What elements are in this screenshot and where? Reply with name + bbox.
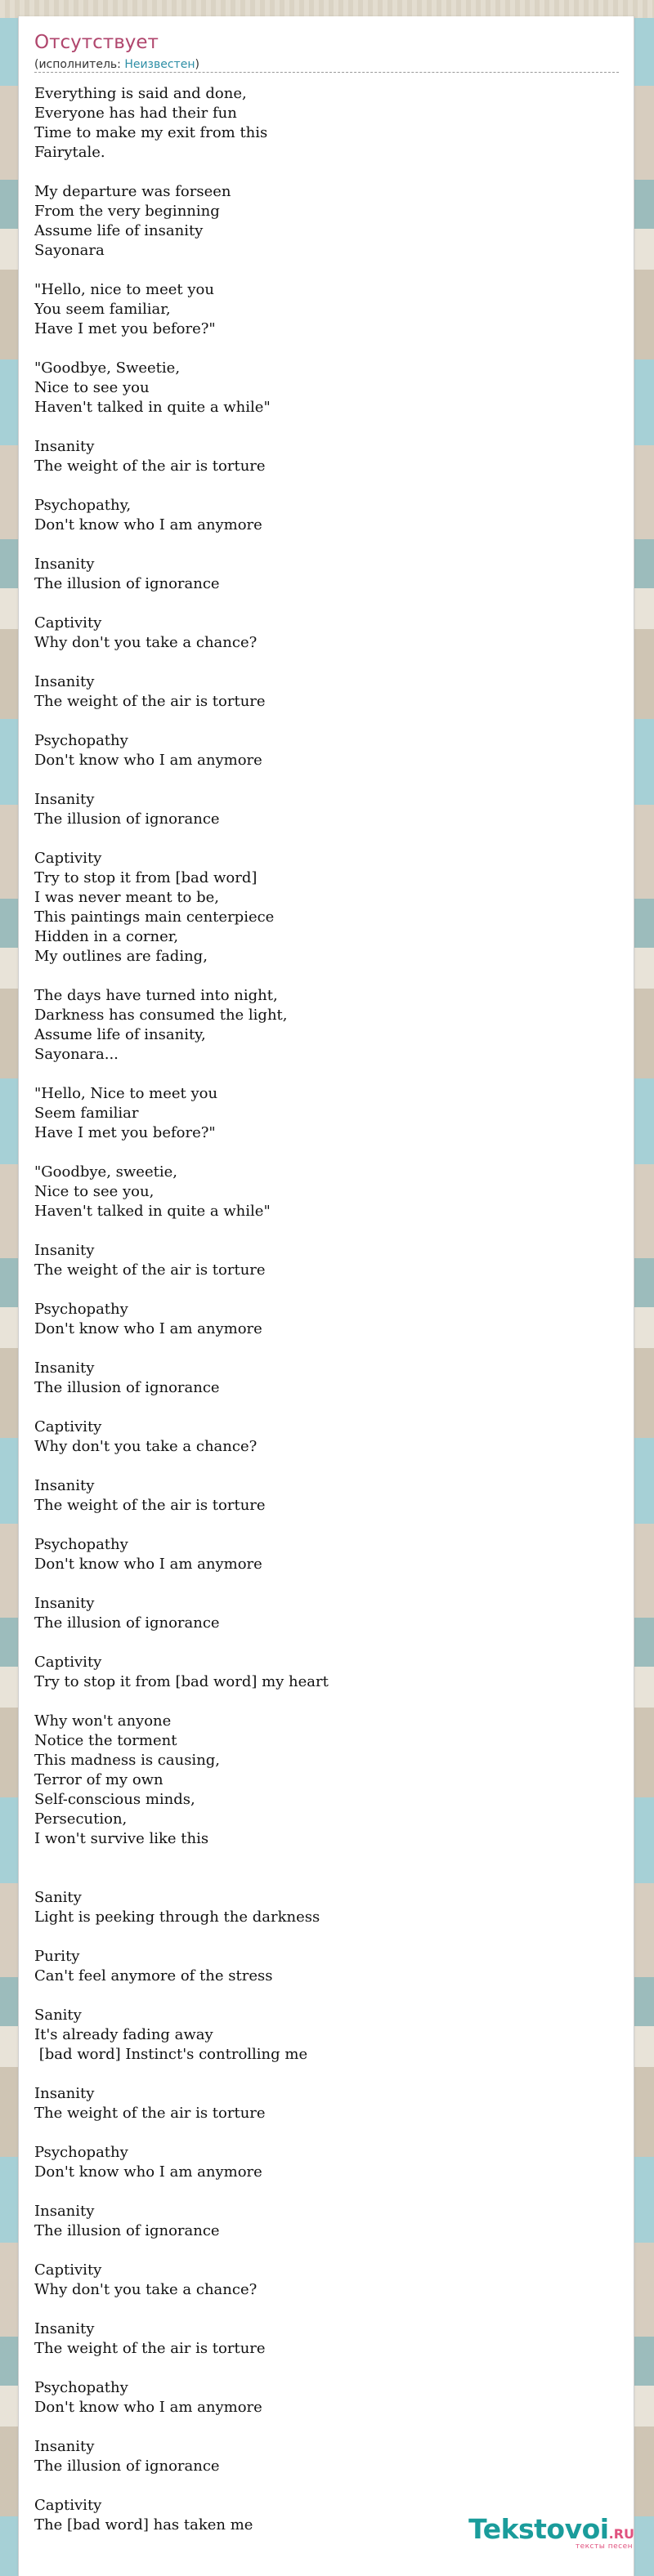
lyrics-text: Everything is said and done, Everyone has had their fun Time to make my exit from this Fairytale. My departure was forseen From the very beginning Assume life of insanity Sayonara "Hello, nice to meet you You seem familiar, Have I met you before?" "Goodbye, Sweetie, Nice to see you Haven't talked in quite a while" Insanity The weight of the air is torture Psychopathy, Don't know who I am anymore Insanity The illusion of ignorance Captivity Why don't you take a chance? Insanity The weight of the air is torture Psychopathy Don't know who I am anymore Insanity The illusion of ignorance Captivity Try to stop it from [bad word] I was never meant to be, This paintings main centerpiece Hidden in a corner, My outlines are fading, The days have turned into night, Darkness has consumed the light, Assume life of insanity, Sayonara... "Hello, Nice to meet you Seem familiar Have I met you before?" "Goodbye, sweetie, Nice to see you, Haven't talked in quite a while" Insanity The weight of the air is torture Psychopathy Don't know who I am anymore Insanity The illusion of ignorance Captivity Why don't you take a chance? Insanity The weight of the air is torture Psychopathy Don't know who I am anymore Insanity The illusion of ignorance Captivity Try to stop it from [bad word] my heart Why won't anyone Notice the torment This madness is causing, Terror of my own Self-conscious minds, Persecution, I won't survive like this Sanity Light is peeking through the darkness Purity Can't feel anymore of the stress Sanity It's already fading away [bad word] Instinct's controlling me Insanity The weight of the air is torture Psychopathy Don't know who I am anymore Insanity The illusion of ignorance Captivity Why don't you take a chance? Insanity The weight of the air is torture Psychopathy Don't know who I am anymore Insanity The illusion of ignorance Captivity The [bad word] has taken me (34, 85, 329, 2534)
logo-tld: .RU (608, 2526, 634, 2542)
performer-link[interactable]: Неизвестен (124, 58, 195, 71)
song-title: Отсутствует (34, 32, 159, 53)
logo-tagline: тексты песен (575, 2543, 633, 2551)
logo-brand: Tekstovoi (468, 2513, 609, 2545)
performer-suffix: ) (195, 58, 199, 71)
performer-prefix: (исполнитель: (34, 58, 125, 71)
site-logo[interactable] (468, 2515, 634, 2551)
lyrics-card (18, 16, 634, 2576)
performer-line (34, 57, 199, 72)
top-decorative-stripe (0, 0, 654, 18)
dashed-divider (34, 72, 619, 73)
